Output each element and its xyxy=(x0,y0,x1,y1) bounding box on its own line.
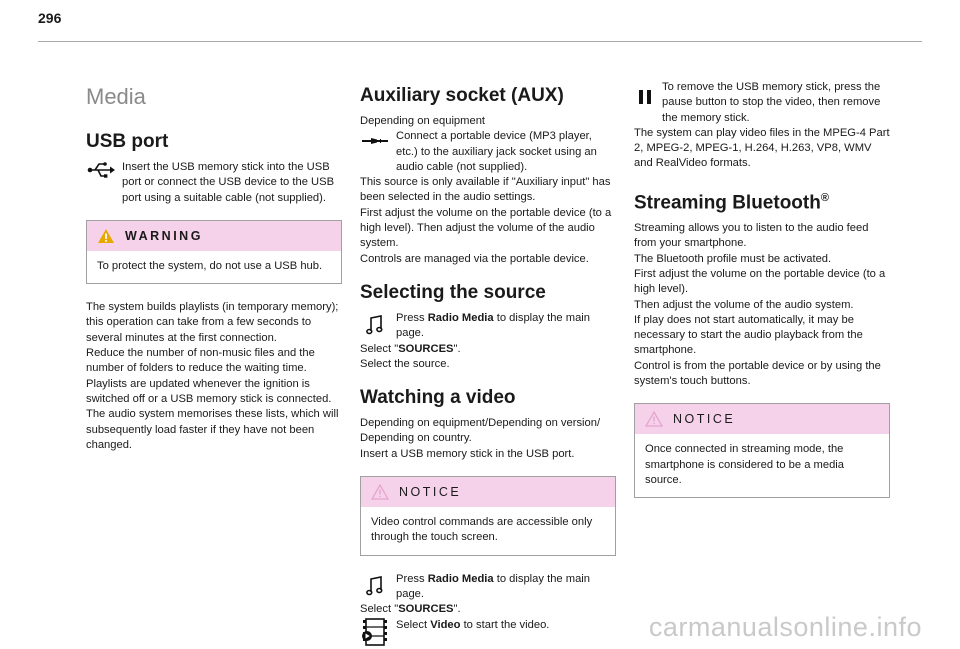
select-video-step xyxy=(360,618,616,633)
warning-text: To protect the system, do not use a USB hub. xyxy=(97,259,323,272)
bt-control-text: Control is from the portable device or by using the system's touch buttons. xyxy=(634,359,881,388)
heading-aux: Auxiliary socket (AUX) xyxy=(360,85,564,106)
press-rest-text-2: to display the main page. xyxy=(396,572,590,600)
video-film-icon xyxy=(360,619,390,645)
remove-usb-step xyxy=(634,80,890,126)
aux-volume-text: First adjust the volume on the portable device (to a high level). Then adjust the volume of the audio system. xyxy=(360,206,612,250)
radio-media-label-2: Radio Media xyxy=(427,572,494,585)
section-title-media: Media xyxy=(86,84,146,109)
heading-selecting-source: Selecting the source xyxy=(360,281,546,303)
press-text: Press xyxy=(396,311,428,324)
select-word: Select xyxy=(396,618,431,631)
registered-mark: ® xyxy=(820,191,829,204)
warning-header xyxy=(87,221,341,251)
notice-label: NOTICE xyxy=(399,485,462,500)
aux-controls-text: Controls are managed via the portable device. xyxy=(360,252,589,265)
select-suffix-2: ". xyxy=(453,603,461,616)
remove-usb-text: To remove the USB memory stick, press the pause button to stop the video, then remove the memory stick. xyxy=(662,81,881,124)
notice-box-video xyxy=(360,476,616,556)
bt-volume-system-text: Then adjust the volume of the audio system. xyxy=(634,298,854,311)
aux-instruction xyxy=(360,129,616,175)
page-number: 296 xyxy=(38,10,62,26)
video-press-step xyxy=(360,572,616,603)
music-note-icon xyxy=(360,312,390,338)
select-source-text: Select the source. xyxy=(360,357,450,370)
header-rule xyxy=(38,41,922,42)
playlist-update-paragraph: Playlists are updated whenever the ignition is switched off or a USB memory stick is connected. The audio system memorises these lists, which will subsequently load faster if they have not been changed. xyxy=(86,377,339,451)
music-note-icon xyxy=(360,573,390,599)
column-2 xyxy=(360,80,616,633)
heading-streaming-bluetooth xyxy=(634,186,890,215)
select-prefix-2: Select " xyxy=(360,603,399,616)
press-rest-text: to display the main page. xyxy=(396,311,590,340)
aux-jack-icon xyxy=(360,130,390,156)
warning-box xyxy=(86,220,342,284)
pause-icon xyxy=(634,81,656,107)
notice-icon xyxy=(371,484,389,500)
streaming-bluetooth-title: Streaming Bluetooth xyxy=(634,192,821,214)
bt-profile-text: The Bluetooth profile must be activated. xyxy=(634,252,832,265)
start-video-text: to start the video. xyxy=(460,618,550,631)
notice-label-bt: NOTICE xyxy=(673,412,736,427)
usb-intro-text: Insert the USB memory stick into the USB port or connect the USB device to the USB port using a suitable cable (not supplied). xyxy=(122,161,335,204)
watermark: carmanualsonline.info xyxy=(648,612,922,642)
select-prefix: Select " xyxy=(360,342,399,355)
aux-depending-text: Depending on equipment xyxy=(360,115,486,127)
radio-media-label: Radio Media xyxy=(427,311,494,324)
notice-header-bt xyxy=(635,404,889,434)
select-sources-line-2 xyxy=(360,602,616,617)
notice-icon xyxy=(645,411,663,427)
heading-watching-video: Watching a video xyxy=(360,387,516,409)
aux-availability-text: This source is only available if "Auxiliary input" has been selected in the audio settings. xyxy=(360,176,611,204)
sources-label-2: SOURCES xyxy=(398,603,454,616)
notice-text: Video control commands are accessible only through the touch screen. xyxy=(371,516,593,544)
video-label: Video xyxy=(430,618,461,631)
usb-icon xyxy=(86,161,116,187)
select-source-step xyxy=(360,311,616,342)
bt-volume-device-text: First adjust the volume on the portable device (to a high level). xyxy=(634,268,886,296)
video-insert-text: Insert a USB memory stick in the USB port. xyxy=(360,447,575,460)
press-text-2: Press xyxy=(396,572,428,585)
warning-label: WARNING xyxy=(125,228,203,243)
select-sources-line xyxy=(360,342,616,357)
bt-autoplay-text: If play does not start automatically, it may be necessary to start the audio playback from the smartphone. xyxy=(634,313,863,357)
column-1 xyxy=(86,80,342,453)
select-suffix: ". xyxy=(453,342,461,355)
warning-icon xyxy=(97,228,115,244)
video-formats-text: The system can play video files in the MPEG-4 Part 2, MPEG-2, MPEG-1, H.264, H.263, VP8, WMV and RealVideo formats. xyxy=(634,126,890,170)
notice-box-bluetooth xyxy=(634,403,890,498)
bt-stream-text: Streaming allows you to listen to the audio feed from your smartphone. xyxy=(634,222,869,250)
notice-header xyxy=(361,477,615,507)
column-3 xyxy=(634,80,890,514)
reduce-paragraph: Reduce the number of non-music files and the number of folders to reduce the waiting time. xyxy=(86,347,315,375)
usb-instruction xyxy=(86,160,342,206)
aux-connect-text: Connect a portable device (MP3 player, etc.) to the auxiliary jack socket using an audio cable (not supplied). xyxy=(396,130,597,173)
playlist-paragraph: The system builds playlists (in temporary memory); this operation can take from a few seconds to several minutes at the first connection. xyxy=(86,301,339,344)
video-depending-text: Depending on equipment/Depending on version/ Depending on country. xyxy=(360,417,601,445)
heading-usb-port: USB port xyxy=(86,131,169,152)
notice-text-bt: Once connected in streaming mode, the smartphone is considered to be a media source. xyxy=(645,443,845,486)
sources-label: SOURCES xyxy=(398,342,454,355)
